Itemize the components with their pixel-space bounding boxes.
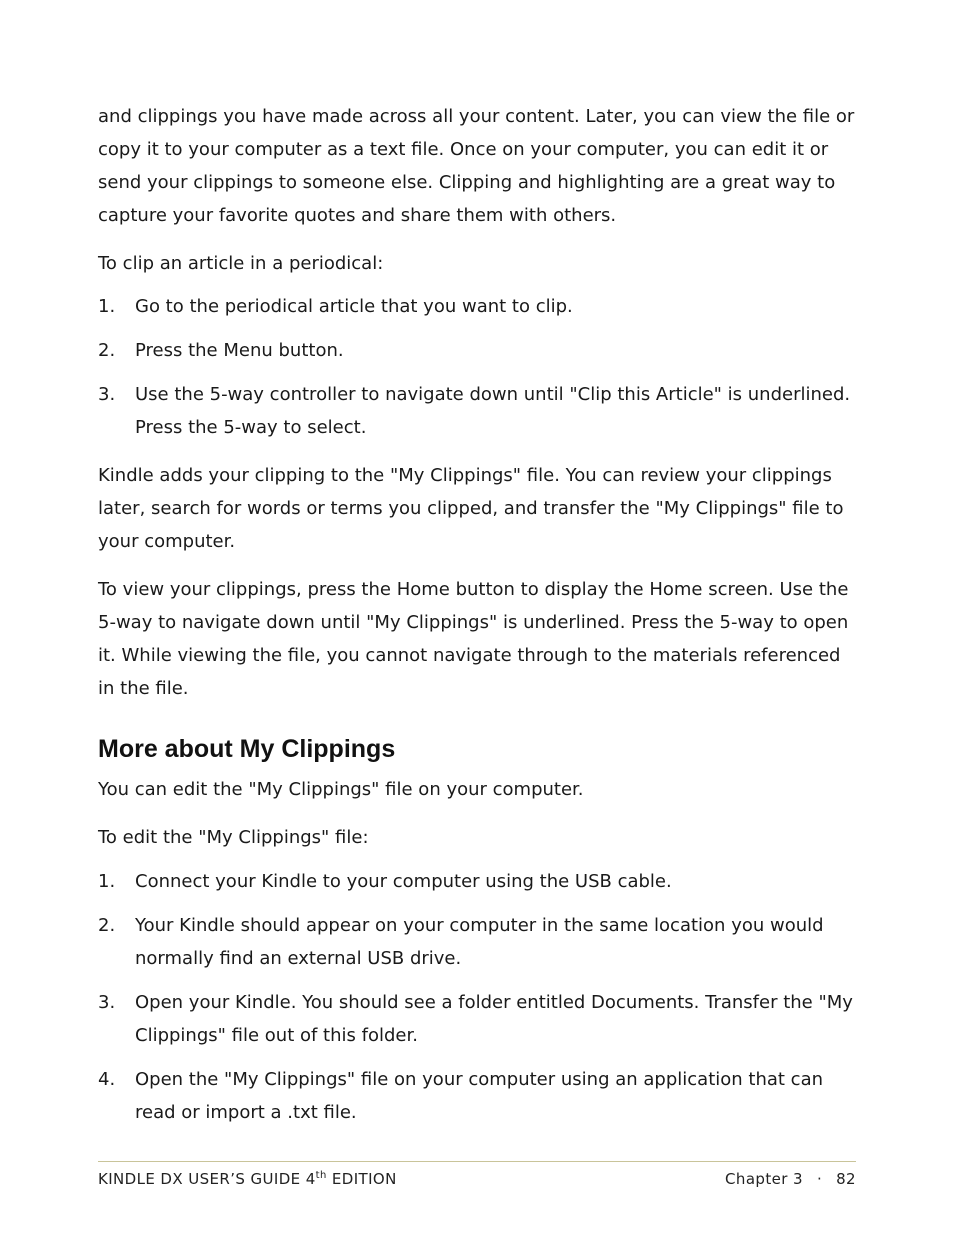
clip-instructions-heading: To clip an article in a periodical: — [98, 253, 384, 274]
chapter-label: Chapter 3 — [725, 1170, 803, 1188]
guide-title — [98, 1170, 397, 1188]
list-item — [98, 378, 856, 444]
list-item — [98, 1063, 856, 1129]
list-item — [98, 909, 856, 975]
edition-superscript: th — [315, 1170, 327, 1181]
clip-steps-list — [98, 290, 856, 444]
step-text: Your Kindle should appear on your computer in the same location you would normally find an external USB drive. — [135, 915, 824, 969]
edit-intro-paragraph: You can edit the "My Clippings" file on your computer. — [98, 779, 584, 800]
page-content — [98, 100, 856, 1140]
section-title: More about My Clippings — [98, 735, 396, 763]
step-number: 1. — [98, 296, 116, 317]
step-number: 3. — [98, 992, 116, 1013]
intro-paragraph: and clippings you have made across all your content. Later, you can view the file or copy it to your computer as a text file. Once on your computer, you can edit it or send your clippings to someone else. Clipping and highlighting are a great way to capture your favorite quotes and share them with others. — [98, 106, 855, 226]
step-text: Use the 5-way controller to navigate down until "Clip this Article" is underlined. Press the 5-way to select. — [135, 384, 851, 438]
step-text: Open your Kindle. You should see a folder entitled Documents. Transfer the "My Clippings" file out of this folder. — [135, 992, 853, 1046]
step-number: 1. — [98, 871, 116, 892]
list-item — [98, 986, 856, 1052]
page-number: 82 — [836, 1170, 856, 1188]
guide-title-suffix: EDITION — [326, 1170, 397, 1188]
view-clippings-paragraph: To view your clippings, press the Home button to display the Home screen. Use the 5-way to navigate down until "My Clippings" is underlined. Press the 5-way to open it. While viewing the file, you cannot navigate through to the materials referenced in the file. — [98, 579, 849, 699]
step-text: Press the Menu button. — [135, 340, 344, 361]
step-number: 4. — [98, 1069, 116, 1090]
list-item — [98, 334, 856, 367]
page-footer — [98, 1161, 856, 1188]
step-text: Go to the periodical article that you want to clip. — [135, 296, 573, 317]
list-item — [98, 290, 856, 323]
step-text: Open the "My Clippings" file on your computer using an application that can read or import a .txt file. — [135, 1069, 824, 1123]
step-text: Connect your Kindle to your computer using the USB cable. — [135, 871, 672, 892]
guide-title-prefix: KINDLE DX USER’S GUIDE 4 — [98, 1170, 316, 1188]
step-number: 3. — [98, 384, 116, 405]
step-number: 2. — [98, 915, 116, 936]
step-number: 2. — [98, 340, 116, 361]
page-locator — [725, 1170, 856, 1188]
list-item — [98, 865, 856, 898]
kindle-adds-paragraph: Kindle adds your clipping to the "My Clippings" file. You can review your clippings later, search for words or terms you clipped, and transfer the "My Clippings" file to your computer. — [98, 465, 844, 552]
edit-steps-list — [98, 865, 856, 1129]
footer-separator: · — [816, 1170, 823, 1188]
edit-instructions-heading: To edit the "My Clippings" file: — [98, 827, 369, 848]
